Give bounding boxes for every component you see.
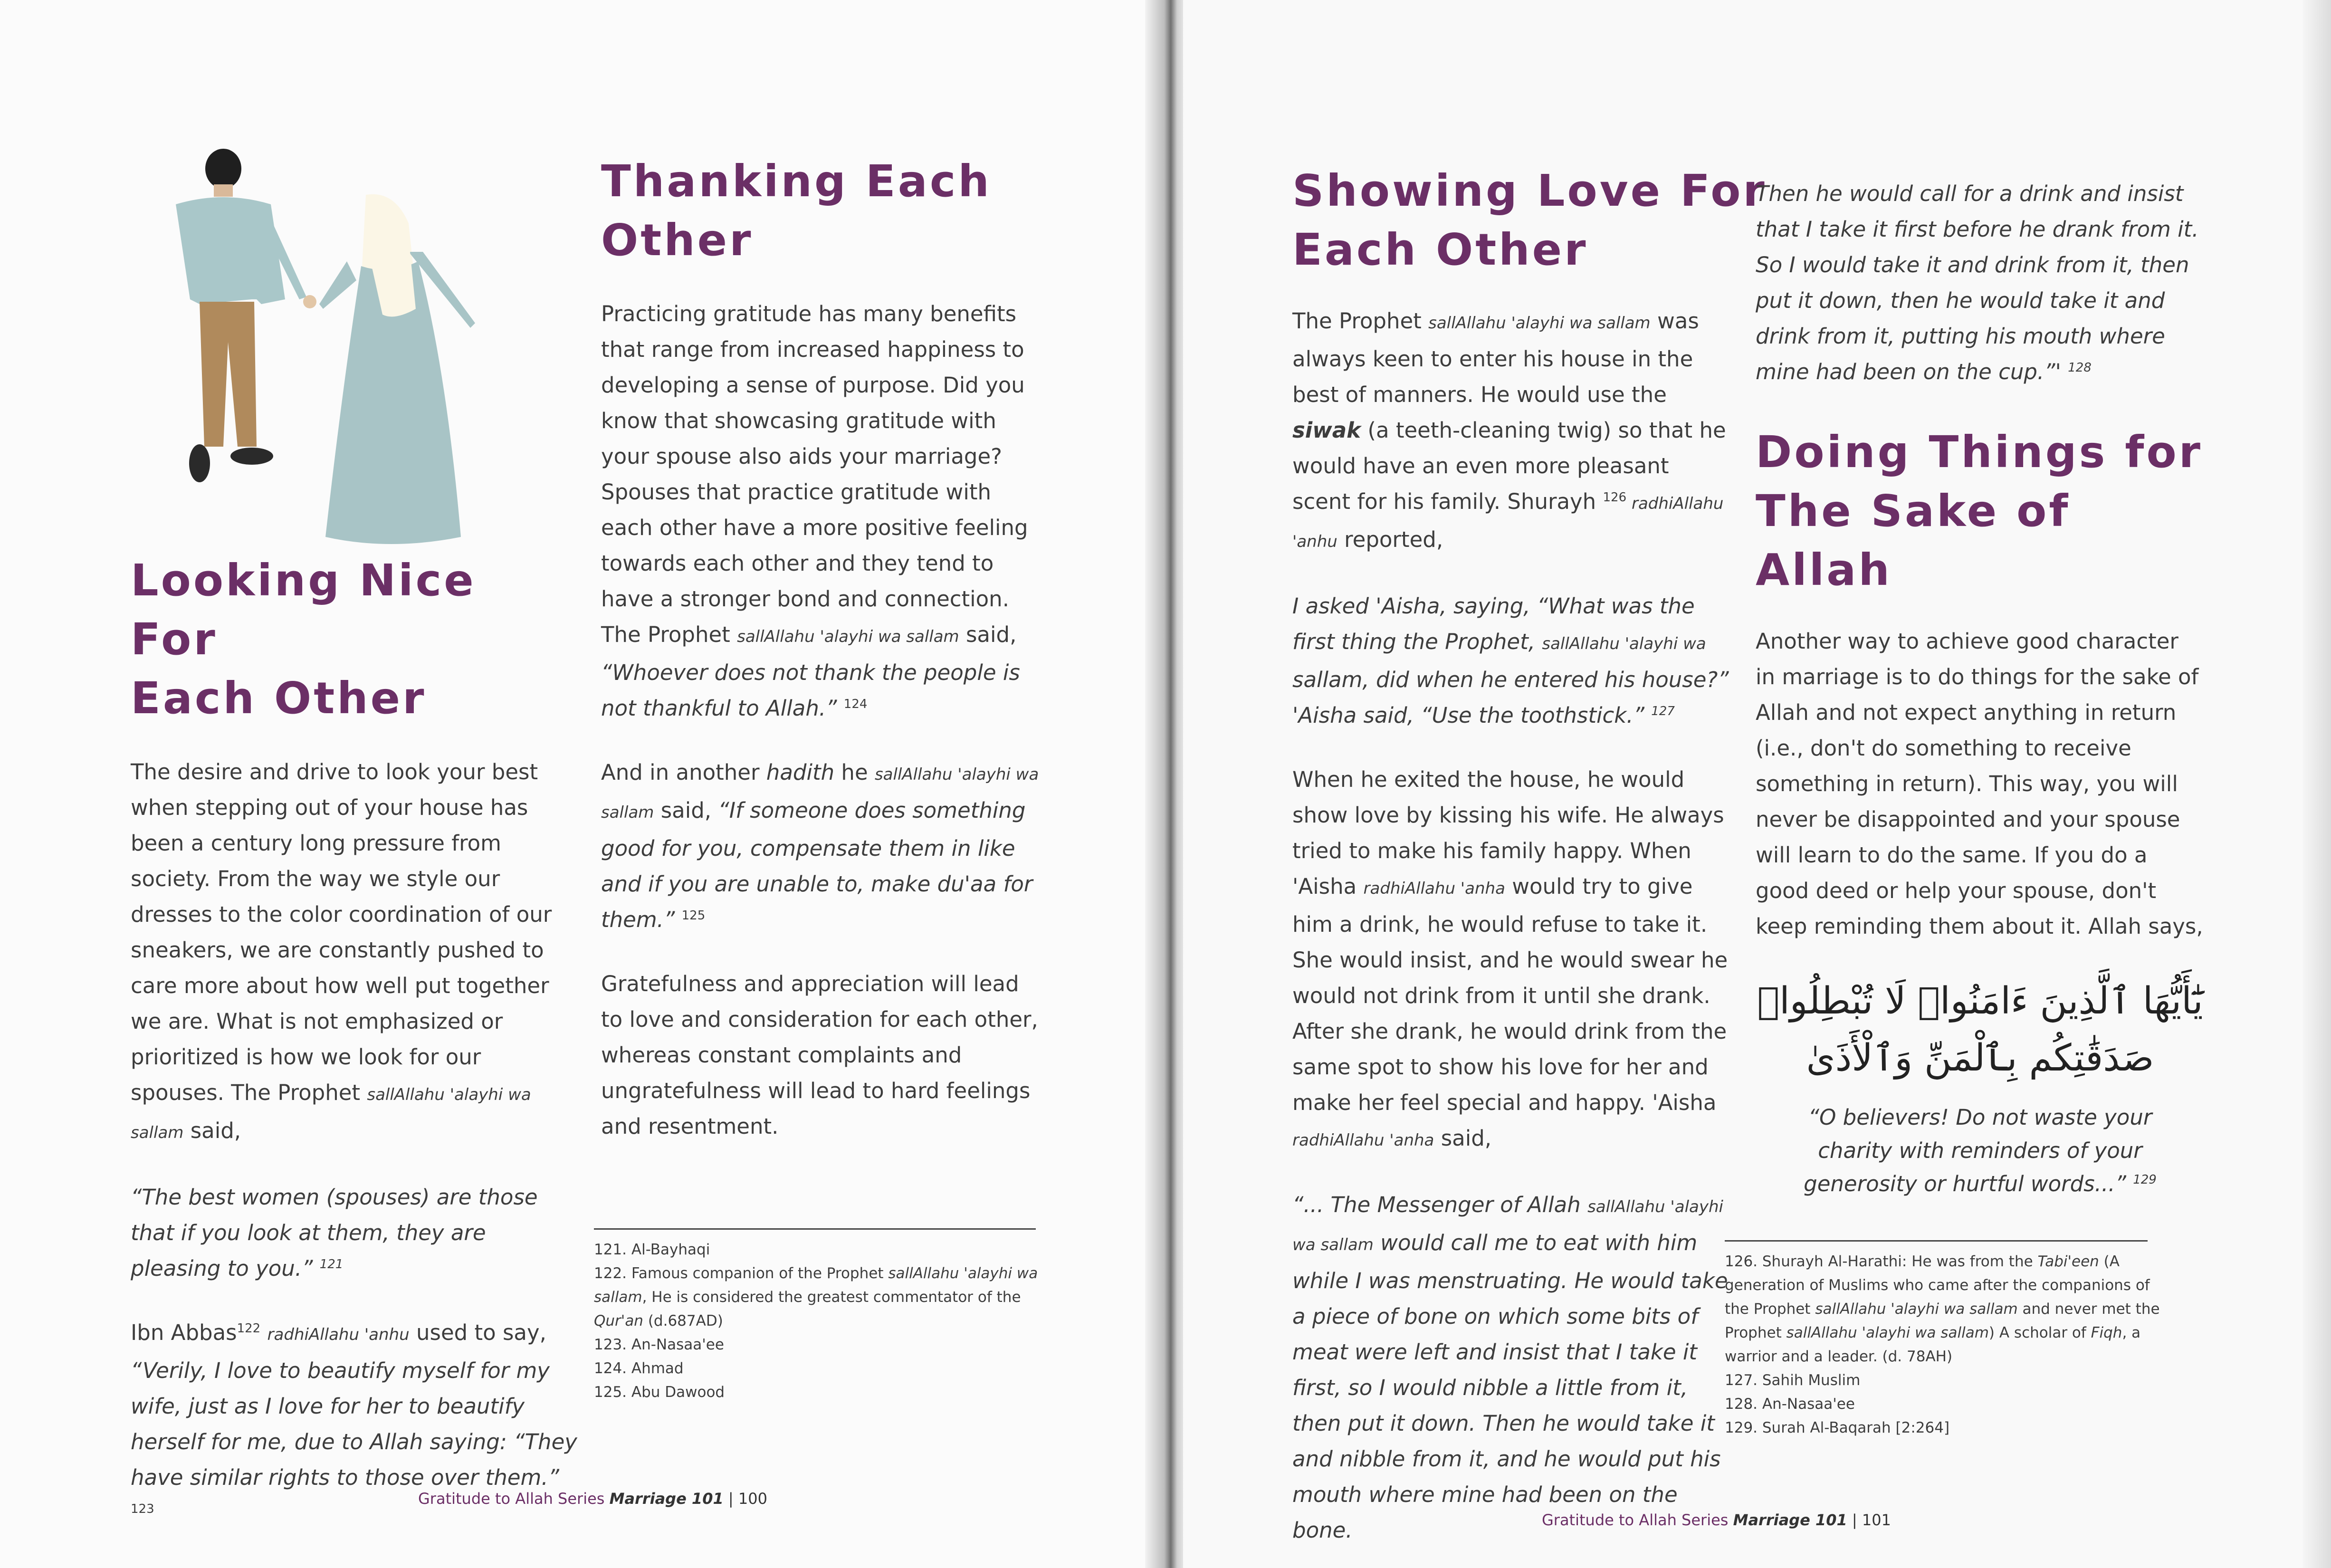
left-page-footer: [418, 1490, 767, 1508]
hadith-quote: [1292, 1187, 1729, 1548]
paragraph-text: used to say,: [409, 1320, 546, 1345]
quote-text: “The best women (spouses) are those that if you look at them, they are pleasing to you.”: [131, 1185, 538, 1281]
footnote-text: ) A scholar of: [1988, 1324, 2091, 1341]
footnote-ref: 128: [2068, 361, 2092, 375]
paragraph-text: said,: [959, 622, 1017, 647]
footnote-ref: 125: [681, 908, 706, 923]
footnote-ref: 129: [2133, 1173, 2157, 1187]
paragraph: [601, 755, 1045, 937]
heading-line-2: The Sake of Allah: [1756, 486, 2071, 595]
footnote-123: 123. An-Nasaa'ee: [594, 1336, 724, 1353]
paragraph-text: he: [834, 760, 875, 785]
footnote-128: 128. An-Nasaa'ee: [1725, 1396, 1855, 1413]
right-page: [1183, 0, 2331, 1568]
footer-book-title: Marriage 101: [609, 1490, 724, 1508]
footnote-text: (d.687AD): [643, 1312, 723, 1329]
honorific: radhiAllahu 'anha: [1292, 1131, 1434, 1150]
honorific: sallAllahu 'alayhi wa sallam: [131, 1085, 531, 1142]
paragraph-text: When he exited the house, he would show love by kissing his wife. He always tried to make his family happy. When 'Aisha: [1292, 767, 1724, 899]
paragraph-text: The Prophet: [1292, 308, 1429, 334]
honorific: sallAllahu 'alayhi wa sallam: [1815, 1300, 2018, 1318]
footnote-text: , He is considered the greatest commentator of the: [642, 1289, 1021, 1306]
looking-nice-section: [131, 551, 577, 1559]
showing-love-body: [1292, 303, 1729, 1548]
thanking-section: [601, 152, 1045, 1173]
heading-line-2: Other: [601, 215, 754, 266]
right-page-footer: [1542, 1511, 1891, 1529]
paragraph: Another way to achieve good character in marriage is to do things for the sake of Allah and not expect anything in return (i.e., don't do something to receive something in return). This way, you will never be disappointed and your spouse will learn to do the same. If you do a good deed or help your spouse, don't keep reminding them about it. Allah says,: [1756, 629, 2203, 939]
footnote-125: 125. Abu Dawood: [594, 1384, 725, 1401]
paragraph: [601, 296, 1045, 726]
paragraph-text: said,: [1434, 1126, 1492, 1151]
looking-nice-body: [131, 754, 577, 1531]
honorific: sallAllahu 'alayhi wa sallam: [1786, 1324, 1989, 1341]
paragraph-text: The desire and drive to look your best when stepping out of your house has been a century long pressure from society. From the way we style our dresses to the color coordination of our sneakers, we are constantly pushed to care more about how well put together we are. What is not emphasized or prioritized is how we look for our spouses. The Prophet: [131, 759, 552, 1105]
heading-line-2: Each Other: [131, 673, 427, 724]
honorific: sallAllahu 'alayhi wa: [1542, 634, 1706, 653]
paragraph: [131, 754, 577, 1151]
honorific: radhiAllahu 'anha: [1363, 879, 1505, 898]
quote-text: Then he would call for a drink and insist that I take it first before he drank from it. So I would take it and drink from it, then put it down, then he would take it and drink from it, putting his mouth where mine had been on the cup.”': [1756, 181, 2199, 384]
footnote-ref: 127: [1651, 704, 1675, 718]
hadith-quote: [131, 1179, 577, 1286]
footnote-124: 124. Ahmad: [594, 1360, 684, 1377]
quote-text: “... The Messenger of Allah: [1292, 1192, 1588, 1217]
footnote-121: 121. Al-Bayhaqi: [594, 1241, 710, 1258]
term-tabieen: Tabi'een: [2037, 1253, 2099, 1270]
honorific: sallAllahu 'alayhi wa sallam: [594, 1265, 1038, 1306]
quote-text: “O believers! Do not waste your charity with reminders of your generosity or hurtful words...”: [1804, 1105, 2152, 1196]
term-siwak: siwak: [1292, 418, 1361, 443]
footer-series: Gratitude to Allah Series: [418, 1490, 610, 1508]
paragraph-text: And in another: [601, 760, 766, 785]
honorific: sallAllahu 'alayhi wa sallam: [737, 627, 959, 646]
heading-line-1: Thanking Each: [601, 156, 992, 207]
hadith-quote-continued: [1756, 176, 2205, 390]
paragraph-text: Practicing gratitude has many benefits that range from increased happiness to developing a sense of purpose. Did you know that showcasing gratitude with your spouse also aids your marriage? Spouses that practice gratitude with each other have a more positive feeling towards each other and they tend to have a stronger bond and connection. The Prophet: [601, 301, 1028, 647]
term-hadith: hadith: [766, 760, 835, 785]
term-fiqh: Fiqh: [2091, 1324, 2122, 1341]
footer-separator: |: [1847, 1511, 1862, 1529]
footnote-divider: [594, 1228, 1036, 1230]
quote-text: “Verily, I love to beautify myself for my wife, just as I love for her to beautify herself for me, due to Allah saying: “They have similar rights to those over them.”: [131, 1358, 577, 1490]
footnote-text: 122. Famous companion of the Prophet: [594, 1265, 888, 1282]
term-quran: Qur'an: [594, 1312, 643, 1329]
footnote-ref: 123: [131, 1502, 154, 1516]
footnote-129: 129. Surah Al-Baqarah [2:264]: [1725, 1419, 1950, 1436]
couple-holding-hands-illustration: [143, 143, 537, 561]
footnote-text: and never met the Prophet: [1725, 1300, 2160, 1341]
footer-series: Gratitude to Allah Series: [1542, 1511, 1733, 1529]
paragraph-text: Ibn Abbas: [131, 1320, 237, 1345]
heading-thanking: [601, 152, 1045, 270]
page-number: 101: [1862, 1511, 1891, 1529]
footnote-text: , a warrior and a leader. (d. 78AH): [1725, 1324, 2141, 1365]
left-footnotes: [594, 1238, 1041, 1404]
heading-showing-love: [1292, 162, 1791, 279]
footnote-122: [594, 1262, 1041, 1333]
quote-text: I asked 'Aisha, saying, “What was the first thing the Prophet,: [1292, 593, 1695, 654]
footnote-ref: 122: [237, 1321, 261, 1336]
paragraph-text: was always keen to enter his house in the best of manners. He would use the: [1292, 308, 1699, 407]
hadith-quote: [1292, 588, 1729, 733]
quote-text: sallam, did when he entered his house?” 'Aisha said, “Use the toothstick.”: [1292, 667, 1729, 728]
footnote-127: 127. Sahih Muslim: [1725, 1372, 1861, 1389]
footer-separator: |: [723, 1490, 738, 1508]
left-page: [0, 0, 1152, 1568]
honorific: radhiAllahu 'anhu: [267, 1325, 410, 1344]
footnote-text: 126. Shurayh Al-Harathi: He was from the: [1725, 1253, 2038, 1270]
honorific: sallAllahu 'alayhi wa sallam: [1292, 1197, 1723, 1254]
footnote-ref: 126: [1603, 490, 1627, 505]
quote-text: would call me to eat with him while I was menstruating. He would take a piece of bone on which some bits of meat were left and insist that I take it first, so I would nibble a little from it, then put it down. Then he would take it and nibble from it, and he would put his mouth where mine had been on the bone.: [1292, 1230, 1728, 1543]
footer-book-title: Marriage 101: [1733, 1511, 1847, 1529]
heading-looking-nice: [131, 551, 577, 728]
book-gutter: [1145, 0, 1188, 1568]
paragraph: Gratefulness and appreciation will lead to love and consideration for each other, whereas constant complaints and ungratefulness will lead to hard feelings and resentment.: [601, 971, 1038, 1139]
verse-translation: [1756, 1101, 2205, 1201]
paragraph-text: (a teeth-cleaning twig) so that he would have an even more pleasant scent for his family. Shurayh: [1292, 418, 1726, 514]
footnote-ref: 124: [843, 697, 868, 711]
heading-line-2: Each Other: [1292, 224, 1588, 275]
footnote-divider: [1725, 1240, 2148, 1242]
right-column: [1756, 176, 2205, 1201]
showing-love-section: [1292, 162, 1791, 1568]
paragraph-text: said,: [183, 1118, 241, 1143]
heading-doing-things: [1756, 423, 2205, 600]
right-footnotes: [1725, 1250, 2162, 1440]
footnote-126: [1725, 1250, 2162, 1368]
arabic-verse: يَٰٓأَيُّهَا ٱلَّذِينَ ءَامَنُوا۟ لَا تُبْطِلُوا۟ صَدَقَٰتِكُم بِٱلْمَنِّ وَٱلْأَذَىٰ: [1757, 980, 2203, 1080]
honorific: radhiAllahu 'anhu: [1292, 494, 1724, 551]
quote-text: “If someone does something good for you, compensate them in like and if you are unable to, make du'aa for them.”: [601, 798, 1033, 932]
paragraph: [1292, 303, 1729, 560]
quote-text: “Whoever does not thank the people is not thankful to Allah.”: [601, 660, 1020, 721]
heading-line-1: Showing Love For: [1292, 165, 1767, 216]
heading-line-1: Doing Things for: [1756, 427, 2203, 478]
thanking-body: [601, 296, 1045, 1144]
heading-line-1: Looking Nice For: [131, 555, 476, 665]
footnote-ref: 121: [319, 1257, 344, 1272]
honorific: sallAllahu 'alayhi wa sallam: [1428, 314, 1651, 333]
page-number: 100: [738, 1490, 767, 1508]
paragraph-text: would try to give him a drink, he would refuse to take it. She would insist, and he would swear he would not drink from it until she drank. After she drank, he would drink from the same spot to show his love for her and make her feel special and happy. 'Aisha: [1292, 874, 1728, 1115]
paragraph-text: reported,: [1337, 527, 1443, 552]
paragraph-text: said,: [654, 798, 718, 823]
honorific: sallAllahu 'alayhi wa sallam: [601, 765, 1039, 822]
doing-things-body: [1756, 623, 2205, 944]
paragraph: [1292, 762, 1729, 1158]
page-edge-shadow: [2302, 0, 2331, 1568]
footnote-text: (A generation of Muslims who came after the companions of the Prophet: [1725, 1253, 2150, 1318]
